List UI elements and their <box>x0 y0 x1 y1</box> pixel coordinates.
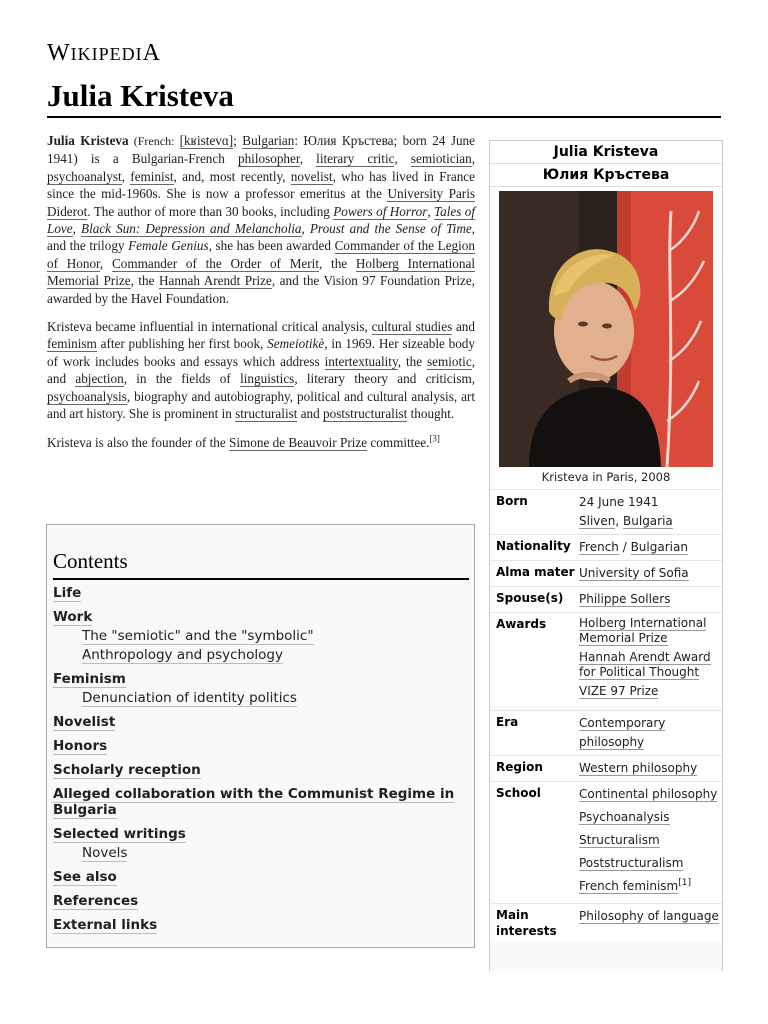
portrait-photo[interactable] <box>499 191 713 467</box>
ipa-link[interactable]: [kʁistevɑ] <box>179 133 234 148</box>
contemporary-philosophy-link[interactable]: Contemporary philosophy <box>579 716 666 749</box>
infobox-photo-frame <box>490 187 722 469</box>
poststructuralist-link[interactable]: poststructuralist <box>323 406 408 422</box>
hannah-arendt-prize-link[interactable]: Hannah Arendt Prize <box>158 273 272 289</box>
toc-item-see-also[interactable]: See also <box>53 869 117 885</box>
infobox-row-nationality: Nationality French / Bulgarian <box>490 534 722 560</box>
french-link[interactable]: French <box>579 540 619 554</box>
wikipedia-logo[interactable]: WIKIPEDIA <box>47 40 161 66</box>
infobox-row-era: Era Contemporary philosophy <box>490 710 722 755</box>
holberg-prize-link[interactable]: Holberg International Memorial Prize <box>47 255 475 289</box>
infobox-row-spouse: Spouse(s) Philippe Sollers <box>490 586 722 612</box>
psychoanalysis-link[interactable]: psychoanalysis <box>47 388 127 404</box>
toc-item-identity-politics[interactable]: Denunciation of identity politics <box>82 690 297 706</box>
toc-title: Contents <box>53 549 128 573</box>
award-hannah-arendt-link[interactable]: Hannah Arendt Award for Political Thought <box>579 650 711 679</box>
infobox-name: Julia Kristeva <box>490 141 722 164</box>
book-tales-of-love-link[interactable]: Tales of Love <box>47 203 476 237</box>
portrait-image <box>499 191 713 467</box>
feminism-link[interactable]: feminism <box>47 336 97 352</box>
infobox-row-awards: Awards Holberg International Memorial Prize Hannah Arendt Award for Political Thought VIZE 97 Prize <box>490 612 722 706</box>
intertextuality-link[interactable]: intertextuality <box>324 353 398 369</box>
toc-item-anthropology-psychology[interactable]: Anthropology and psychology <box>82 647 283 663</box>
sliven-link[interactable]: Sliven <box>579 514 616 528</box>
toc-item-work[interactable]: Work <box>53 609 93 625</box>
psychoanalysis-school-link[interactable]: Psychoanalysis <box>579 810 670 824</box>
simone-de-beauvoir-prize-link[interactable]: Simone de Beauvoir Prize <box>229 434 368 450</box>
structuralist-link[interactable]: structuralist <box>235 406 298 422</box>
psychoanalyst-link[interactable]: psychoanalyst <box>47 168 122 184</box>
reference-3[interactable]: [3] <box>429 433 440 444</box>
toc-list <box>53 585 469 941</box>
legion-of-honor-link[interactable]: Commander of the Legion of Honor <box>47 238 475 271</box>
infobox-row-main-interests: Main interests Philosophy of language <box>490 903 722 942</box>
feminist-link[interactable]: feminist <box>130 168 174 184</box>
toc-item-scholarly-reception[interactable]: Scholarly reception <box>53 762 201 778</box>
bulgaria-link[interactable]: Bulgaria <box>623 514 673 528</box>
page-title: Julia Kristeva <box>47 78 234 113</box>
book-powers-of-horror-link[interactable]: Powers of Horror <box>333 203 428 219</box>
french-feminism-link[interactable]: French feminism <box>579 879 679 893</box>
semiotician-link[interactable]: semiotician <box>410 151 472 167</box>
university-link[interactable]: University Paris Diderot <box>47 186 475 219</box>
semiotic-link[interactable]: semiotic <box>427 353 472 369</box>
intro-paragraph-1: Julia Kristeva (French: [kʁistevɑ]; Bulgarian: Юлия Кръстева; born 24 June 1941) is a Bulgarian-French philosopher, literary critic, semiotician, psychoanalyst, feminist, and, most recently, novelist, who has lived in France since the mid-1960s. She is now a professor emeritus at the University Paris Diderot. The author of more than 30 books, including Powers of Horror, Tales of Love, Black Sun: Depression and Melancholia, Proust and the Sense of Time, and the trilogy Female Genius, she has been awarded Commander of the Legion of Honor, Commander of the Order of Merit, the Holberg International Memorial Prize, the Hannah Arendt Prize, and the Vision 97 Foundation Prize, awarded by the Havel Foundation. <box>47 133 476 306</box>
book-black-sun-link[interactable]: Black Sun: Depression and Melancholia <box>81 221 302 237</box>
order-of-merit-link[interactable]: Commander of the Order of Merit <box>111 255 319 271</box>
toc-item-selected-writings[interactable]: Selected writings <box>53 826 186 842</box>
toc-item-alleged-collaboration[interactable]: Alleged collaboration with the Communist Regime in Bulgaria <box>53 786 455 818</box>
cultural-studies-link[interactable]: cultural studies <box>371 319 453 335</box>
university-of-sofia-link[interactable]: University of Sofia <box>579 566 689 580</box>
infobox <box>489 140 723 971</box>
literary-critic-link[interactable]: literary critic <box>316 151 395 167</box>
title-divider <box>47 116 721 118</box>
table-of-contents <box>46 524 475 948</box>
structuralism-link[interactable]: Structuralism <box>579 833 660 847</box>
poststructuralism-link[interactable]: Poststructuralism <box>579 856 684 870</box>
philippe-sollers-link[interactable]: Philippe Sollers <box>579 592 671 606</box>
continental-philosophy-link[interactable]: Continental philosophy <box>579 787 718 801</box>
infobox-native-name: Юлия Кръстева <box>490 164 722 187</box>
abjection-link[interactable]: abjection <box>75 371 124 387</box>
toc-item-novelist[interactable]: Novelist <box>53 714 116 730</box>
linguistics-link[interactable]: linguistics <box>240 371 295 387</box>
philosopher-link[interactable]: philosopher <box>237 151 300 167</box>
toc-item-semiotic-symbolic[interactable]: The "semiotic" and the "symbolic" <box>82 628 314 644</box>
novelist-link[interactable]: novelist <box>290 168 333 184</box>
toc-item-life[interactable]: Life <box>53 585 82 601</box>
award-holberg-link[interactable]: Holberg International Memorial Prize <box>579 616 707 645</box>
photo-caption: Kristeva in Paris, 2008 <box>490 469 722 489</box>
school-reference-1[interactable]: [1] <box>678 878 691 888</box>
award-vize-97-link[interactable]: VIZE 97 Prize <box>579 684 659 698</box>
bulgarian-link[interactable]: Bulgarian <box>242 133 295 148</box>
intro-paragraph-3: Kristeva is also the founder of the Simone de Beauvoir Prize committee.[3] <box>47 433 440 450</box>
infobox-row-school: School Continental philosophy Psychoanalysis Structuralism Poststructuralism French feminism[1] <box>490 781 722 903</box>
toc-item-honors[interactable]: Honors <box>53 738 108 754</box>
western-philosophy-link[interactable]: Western philosophy <box>579 761 698 775</box>
intro-paragraph-2: Kristeva became influential in international critical analysis, cultural studies and feminism after publishing her first book, Semeiotikè, in 1969. Her sizeable body of work includes books and essays which address intertextuality, the semiotic, and abjection, in the fields of linguistics, literary theory and criticism, psychoanalysis, biography and autobiography, political and cultural analysis, art and art history. She is prominent in structuralist and poststructuralist thought. <box>47 319 476 422</box>
infobox-row-born: Born 24 June 1941 Sliven, Bulgaria <box>490 489 722 534</box>
infobox-row-alma-mater: Alma mater University of Sofia <box>490 560 722 586</box>
infobox-row-region: Region Western philosophy <box>490 755 722 781</box>
toc-item-external-links[interactable]: External links <box>53 917 158 933</box>
toc-item-references[interactable]: References <box>53 893 139 909</box>
philosophy-of-language-link[interactable]: Philosophy of language <box>579 909 719 923</box>
bulgarian-nationality-link[interactable]: Bulgarian <box>630 540 688 554</box>
article-body <box>47 132 475 462</box>
toc-divider <box>53 578 469 580</box>
toc-item-novels[interactable]: Novels <box>82 845 128 861</box>
toc-item-feminism[interactable]: Feminism <box>53 671 126 687</box>
